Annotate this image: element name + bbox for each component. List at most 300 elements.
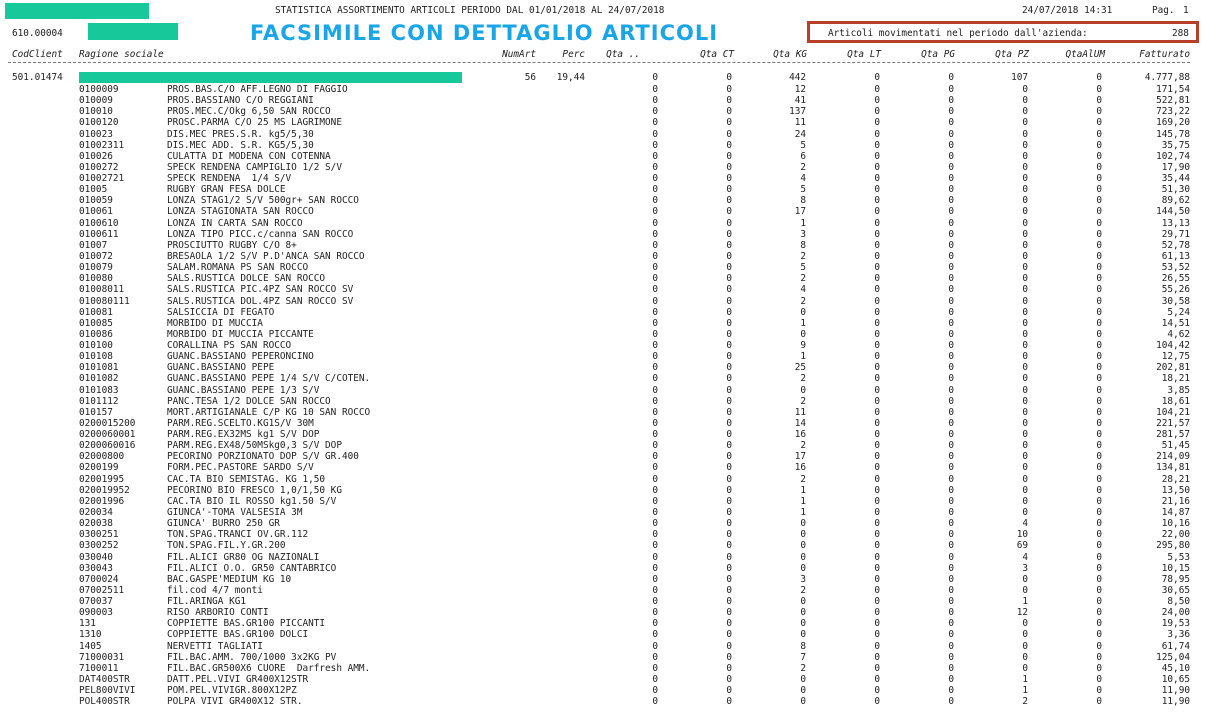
- article-qta-pz: 0: [1022, 239, 1028, 251]
- article-qta-ct: 0: [726, 462, 732, 474]
- article-qta-ct: 0: [726, 239, 732, 251]
- article-qta-kg: 0: [800, 518, 806, 530]
- article-code: 0100120: [79, 117, 119, 129]
- article-fatturato: 11,90: [1161, 685, 1190, 696]
- customer-fatturato: 4.777,88: [1144, 72, 1190, 83]
- article-qta-pg: 0: [948, 239, 954, 251]
- article-fatturato: 14,87: [1161, 506, 1190, 518]
- article-fatturato: 30,65: [1161, 584, 1190, 596]
- moved-articles-box: [807, 21, 1199, 43]
- article-row: [0, 140, 1205, 151]
- article-qta-alum: 0: [1096, 607, 1102, 619]
- article-qta-lt: 0: [874, 685, 880, 696]
- article-qta-alum: 0: [1096, 128, 1102, 140]
- article-qta-alum: 0: [1096, 251, 1102, 262]
- article-qta-kg: 5: [800, 184, 806, 196]
- article-fatturato: 51,45: [1161, 440, 1190, 452]
- article-qta-kg: 0: [800, 540, 806, 552]
- article-qta-lt: 0: [874, 195, 880, 207]
- article-qta-kg: 2: [800, 440, 806, 452]
- article-qta-ct: 0: [726, 596, 732, 607]
- article-fatturato: 104,21: [1156, 406, 1190, 418]
- article-qta-dots: 0: [652, 640, 658, 652]
- article-qta-lt: 0: [874, 629, 880, 641]
- article-qta-dots: 0: [652, 673, 658, 685]
- article-code: 0101082: [79, 373, 119, 385]
- article-qta-dots: 0: [652, 562, 658, 574]
- article-qta-alum: 0: [1096, 518, 1102, 530]
- article-qta-alum: 0: [1096, 651, 1102, 663]
- article-qta-pg: 0: [948, 584, 954, 596]
- col-codclient: CodClient: [12, 49, 63, 60]
- article-fatturato: 104,42: [1156, 340, 1190, 351]
- article-code: 0200060016: [79, 440, 136, 452]
- article-qta-lt: 0: [874, 607, 880, 619]
- article-fatturato: 52,78: [1161, 239, 1190, 251]
- article-qta-kg: 16: [794, 429, 806, 440]
- article-row: [0, 206, 1205, 217]
- article-description: GIUNCA'-TOMA VALSESIA 3M: [167, 506, 303, 518]
- article-qta-dots: 0: [652, 607, 658, 619]
- article-qta-kg: 12: [794, 84, 806, 95]
- article-qta-dots: 0: [652, 451, 658, 463]
- article-qta-lt: 0: [874, 184, 880, 196]
- article-qta-pz: 0: [1022, 195, 1028, 207]
- article-qta-pz: 0: [1022, 273, 1028, 285]
- article-description: FIL.BAC.AMM. 700/1000 3x2KG PV: [167, 651, 337, 663]
- article-fatturato: 28,21: [1161, 473, 1190, 485]
- article-code: 0200060001: [79, 429, 136, 440]
- article-qta-pg: 0: [948, 117, 954, 129]
- article-qta-lt: 0: [874, 429, 880, 440]
- article-description: TON.SPAG.FIL.Y.GR.200: [167, 540, 286, 552]
- facsimile-banner: FACSIMILE CON DETTAGLIO ARTICOLI: [250, 21, 719, 45]
- article-row: [0, 407, 1205, 418]
- article-qta-pz: 0: [1022, 451, 1028, 463]
- article-description: PANC.TESA 1/2 DOLCE SAN ROCCO: [167, 395, 331, 407]
- article-qta-pz: 0: [1022, 651, 1028, 663]
- article-row: [0, 552, 1205, 563]
- article-qta-ct: 0: [726, 317, 732, 329]
- article-qta-kg: 8: [800, 239, 806, 251]
- article-qta-dots: 0: [652, 128, 658, 140]
- article-qta-kg: 41: [794, 95, 806, 107]
- article-qta-pz: 0: [1022, 128, 1028, 140]
- article-qta-kg: 0: [800, 696, 806, 708]
- customer-qta-kg: 442: [789, 72, 806, 83]
- article-qta-ct: 0: [726, 506, 732, 518]
- article-code: 010157: [79, 406, 113, 418]
- article-qta-pg: 0: [948, 95, 954, 107]
- article-qta-dots: 0: [652, 262, 658, 274]
- article-qta-dots: 0: [652, 395, 658, 407]
- article-qta-pz: 0: [1022, 262, 1028, 274]
- article-qta-pz: 0: [1022, 384, 1028, 396]
- article-qta-pz: 0: [1022, 106, 1028, 118]
- article-row: [0, 307, 1205, 318]
- article-qta-pz: 0: [1022, 306, 1028, 318]
- article-row: [0, 95, 1205, 106]
- article-description: SALSICCIA DI FEGATO: [167, 306, 275, 318]
- col-qta-ct: Qta CT: [700, 49, 734, 60]
- article-qta-kg: 11: [794, 406, 806, 418]
- article-description: PROS.BAS.C/O AFF.LEGNO DI FAGGIO: [167, 84, 348, 95]
- col-qta-kg: Qta KG: [773, 49, 807, 60]
- article-fatturato: 19,53: [1161, 618, 1190, 630]
- article-qta-ct: 0: [726, 629, 732, 641]
- article-qta-pg: 0: [948, 173, 954, 184]
- article-qta-kg: 0: [800, 328, 806, 340]
- article-qta-dots: 0: [652, 518, 658, 530]
- article-qta-lt: 0: [874, 106, 880, 118]
- article-description: DIS.MEC ADD. S.R. KG5/5,30: [167, 139, 314, 151]
- article-fatturato: 3,36: [1167, 629, 1190, 641]
- article-qta-alum: 0: [1096, 662, 1102, 674]
- article-qta-lt: 0: [874, 161, 880, 173]
- article-qta-pg: 0: [948, 662, 954, 674]
- article-qta-ct: 0: [726, 640, 732, 652]
- article-qta-dots: 0: [652, 284, 658, 296]
- article-qta-pz: 0: [1022, 506, 1028, 518]
- article-description: PROS.BASSIANO C/O REGGIANI: [167, 95, 314, 107]
- article-row: [0, 340, 1205, 351]
- header-divider: [8, 62, 1190, 63]
- article-qta-dots: 0: [652, 340, 658, 351]
- article-qta-dots: 0: [652, 429, 658, 440]
- article-qta-pg: 0: [948, 440, 954, 452]
- article-qta-dots: 0: [652, 406, 658, 418]
- article-qta-kg: 2: [800, 373, 806, 385]
- article-qta-pz: 0: [1022, 251, 1028, 262]
- article-fatturato: 78,95: [1161, 573, 1190, 585]
- article-qta-ct: 0: [726, 161, 732, 173]
- article-code: 02000800: [79, 451, 125, 463]
- redacted-company-name: [5, 3, 149, 19]
- article-qta-pg: 0: [948, 395, 954, 407]
- article-code: 010059: [79, 195, 113, 207]
- article-qta-pg: 0: [948, 273, 954, 285]
- article-row: [0, 440, 1205, 451]
- redacted-customer-name: [79, 72, 462, 83]
- article-qta-pg: 0: [948, 518, 954, 530]
- article-qta-alum: 0: [1096, 696, 1102, 708]
- article-qta-pz: 0: [1022, 328, 1028, 340]
- article-qta-alum: 0: [1096, 506, 1102, 518]
- article-qta-lt: 0: [874, 573, 880, 585]
- article-row: [0, 329, 1205, 340]
- article-description: BAC.GASPE'MEDIUM KG 10: [167, 573, 292, 585]
- article-description: RISO ARBORIO CONTI: [167, 607, 269, 619]
- article-qta-alum: 0: [1096, 429, 1102, 440]
- article-qta-lt: 0: [874, 584, 880, 596]
- article-fatturato: 11,90: [1161, 696, 1190, 708]
- article-qta-dots: 0: [652, 484, 658, 496]
- article-qta-alum: 0: [1096, 139, 1102, 151]
- article-code: 030040: [79, 551, 113, 563]
- article-qta-pz: 0: [1022, 473, 1028, 485]
- article-description: PROS.MEC.C/Okg 6,50 SAN ROCCO: [167, 106, 331, 118]
- article-qta-lt: 0: [874, 95, 880, 107]
- article-code: 010079: [79, 262, 113, 274]
- article-row: [0, 284, 1205, 295]
- article-fatturato: 214,09: [1156, 451, 1190, 463]
- article-qta-lt: 0: [874, 317, 880, 329]
- article-description: POLPA VIVI GR400X12 STR.: [167, 696, 303, 708]
- article-qta-dots: 0: [652, 351, 658, 363]
- article-qta-alum: 0: [1096, 195, 1102, 207]
- moved-articles-label: Articoli movimentati nel periodo dall'azienda:: [828, 28, 1088, 39]
- article-description: SALS.RUSTICA PIC.4PZ SAN ROCCO SV: [167, 284, 354, 296]
- article-qta-pz: 0: [1022, 462, 1028, 474]
- article-qta-dots: 0: [652, 506, 658, 518]
- article-qta-alum: 0: [1096, 84, 1102, 95]
- article-qta-ct: 0: [726, 406, 732, 418]
- agent-code: 610.00004: [12, 28, 63, 39]
- article-row: [0, 485, 1205, 496]
- article-row: [0, 229, 1205, 240]
- article-qta-lt: 0: [874, 495, 880, 507]
- article-description: DIS.MEC PRES.S.R. kg5/5,30: [167, 128, 314, 140]
- article-qta-pg: 0: [948, 451, 954, 463]
- customer-row: [0, 72, 1205, 83]
- article-qta-ct: 0: [726, 306, 732, 318]
- article-code: 0300251: [79, 529, 119, 541]
- article-qta-dots: 0: [652, 106, 658, 118]
- article-qta-pg: 0: [948, 651, 954, 663]
- article-qta-pg: 0: [948, 217, 954, 229]
- article-qta-ct: 0: [726, 662, 732, 674]
- article-code: 010080111: [79, 295, 130, 307]
- article-qta-lt: 0: [874, 373, 880, 385]
- article-code: 020038: [79, 518, 113, 530]
- article-qta-lt: 0: [874, 340, 880, 351]
- article-qta-alum: 0: [1096, 228, 1102, 240]
- article-description: PARM.REG.EX32MS kg1 S/V DOP: [167, 429, 320, 440]
- article-qta-kg: 4: [800, 173, 806, 184]
- article-qta-lt: 0: [874, 562, 880, 574]
- article-qta-pz: 1: [1022, 596, 1028, 607]
- article-description: SALS.RUSTICA DOL.4PZ SAN ROCCO SV: [167, 295, 354, 307]
- article-qta-alum: 0: [1096, 262, 1102, 274]
- article-qta-lt: 0: [874, 640, 880, 652]
- customer-numart: 56: [524, 72, 536, 83]
- article-qta-dots: 0: [652, 373, 658, 385]
- article-qta-kg: 0: [800, 596, 806, 607]
- article-qta-dots: 0: [652, 662, 658, 674]
- article-code: 131: [79, 618, 96, 630]
- article-qta-lt: 0: [874, 417, 880, 429]
- article-qta-pg: 0: [948, 351, 954, 363]
- article-qta-alum: 0: [1096, 173, 1102, 184]
- article-row: [0, 84, 1205, 95]
- article-qta-alum: 0: [1096, 395, 1102, 407]
- article-code: 01002721: [79, 173, 125, 184]
- article-row: [0, 674, 1205, 685]
- article-qta-lt: 0: [874, 117, 880, 129]
- col-qta-pz: Qta PZ: [995, 49, 1029, 60]
- article-qta-ct: 0: [726, 673, 732, 685]
- article-description: GUANC.BASSIANO PEPE: [167, 362, 275, 374]
- article-qta-dots: 0: [652, 529, 658, 541]
- article-qta-ct: 0: [726, 328, 732, 340]
- article-code: 090003: [79, 607, 113, 619]
- article-qta-pg: 0: [948, 685, 954, 696]
- article-qta-ct: 0: [726, 484, 732, 496]
- article-qta-alum: 0: [1096, 161, 1102, 173]
- article-qta-pz: 0: [1022, 95, 1028, 107]
- article-description: FIL.ALICI GR80 OG NAZIONALI: [167, 551, 320, 563]
- article-qta-pg: 0: [948, 295, 954, 307]
- article-qta-ct: 0: [726, 273, 732, 285]
- article-qta-ct: 0: [726, 128, 732, 140]
- article-fatturato: 18,21: [1161, 373, 1190, 385]
- article-qta-ct: 0: [726, 540, 732, 552]
- article-qta-alum: 0: [1096, 484, 1102, 496]
- article-qta-dots: 0: [652, 629, 658, 641]
- article-code: 010026: [79, 150, 113, 162]
- article-description: BRESAOLA 1/2 S/V P.D'ANCA SAN ROCCO: [167, 251, 365, 262]
- article-qta-lt: 0: [874, 451, 880, 463]
- article-qta-kg: 1: [800, 506, 806, 518]
- article-fatturato: 13,50: [1161, 484, 1190, 496]
- article-qta-lt: 0: [874, 696, 880, 708]
- article-qta-ct: 0: [726, 685, 732, 696]
- article-qta-alum: 0: [1096, 495, 1102, 507]
- customer-qta-pz: 107: [1011, 72, 1028, 83]
- report-datetime: 24/07/2018 14:31: [1022, 5, 1113, 16]
- article-row: [0, 518, 1205, 529]
- article-description: LONZA IN CARTA SAN ROCCO: [167, 217, 303, 229]
- article-qta-kg: 2: [800, 251, 806, 262]
- article-qta-kg: 24: [794, 128, 806, 140]
- article-description: FORM.PEC.PASTORE SARDO S/V: [167, 462, 314, 474]
- article-qta-ct: 0: [726, 473, 732, 485]
- customer-qta-ct: 0: [726, 72, 732, 83]
- article-qta-kg: 2: [800, 473, 806, 485]
- article-description: CULATTA DI MODENA CON COTENNA: [167, 150, 331, 162]
- article-qta-kg: 17: [794, 451, 806, 463]
- article-qta-ct: 0: [726, 362, 732, 374]
- article-code: 0300252: [79, 540, 119, 552]
- article-fatturato: 10,15: [1161, 562, 1190, 574]
- article-row: [0, 362, 1205, 373]
- article-qta-pg: 0: [948, 596, 954, 607]
- article-qta-lt: 0: [874, 328, 880, 340]
- article-qta-pg: 0: [948, 629, 954, 641]
- article-qta-pz: 0: [1022, 640, 1028, 652]
- article-qta-kg: 0: [800, 306, 806, 318]
- article-qta-pz: 0: [1022, 340, 1028, 351]
- article-qta-alum: 0: [1096, 239, 1102, 251]
- article-description: MORT.ARTIGIANALE C/P KG 10 SAN ROCCO: [167, 406, 371, 418]
- article-qta-ct: 0: [726, 651, 732, 663]
- article-fatturato: 18,61: [1161, 395, 1190, 407]
- article-qta-kg: 5: [800, 139, 806, 151]
- article-qta-pg: 0: [948, 607, 954, 619]
- article-qta-dots: 0: [652, 184, 658, 196]
- article-qta-pz: 0: [1022, 161, 1028, 173]
- article-row: [0, 641, 1205, 652]
- article-description: GUANC.BASSIANO PEPE 1/3 S/V: [167, 384, 320, 396]
- article-qta-pg: 0: [948, 562, 954, 574]
- article-qta-dots: 0: [652, 618, 658, 630]
- article-qta-pg: 0: [948, 328, 954, 340]
- article-qta-lt: 0: [874, 262, 880, 274]
- article-qta-ct: 0: [726, 518, 732, 530]
- article-qta-dots: 0: [652, 95, 658, 107]
- article-qta-dots: 0: [652, 239, 658, 251]
- article-qta-lt: 0: [874, 284, 880, 296]
- article-row: [0, 195, 1205, 206]
- article-qta-pg: 0: [948, 184, 954, 196]
- article-qta-kg: 0: [800, 607, 806, 619]
- article-qta-ct: 0: [726, 351, 732, 363]
- article-qta-dots: 0: [652, 440, 658, 452]
- article-code: 0700024: [79, 573, 119, 585]
- article-qta-kg: 2: [800, 662, 806, 674]
- article-qta-dots: 0: [652, 417, 658, 429]
- article-qta-alum: 0: [1096, 150, 1102, 162]
- article-description: PECORINO BIO FRESCO 1,0/1,50 KG: [167, 484, 342, 496]
- col-ragione-sociale: Ragione sociale: [79, 49, 164, 60]
- article-description: DATT.PEL.VIVI GR400X12STR: [167, 673, 309, 685]
- article-qta-lt: 0: [874, 662, 880, 674]
- article-description: MORBIDO DI MUCCIA PICCANTE: [167, 328, 314, 340]
- article-fatturato: 61,74: [1161, 640, 1190, 652]
- article-qta-dots: 0: [652, 473, 658, 485]
- article-code: 010108: [79, 351, 113, 363]
- article-fatturato: 12,75: [1161, 351, 1190, 363]
- col-qta-dots: Qta ..: [606, 49, 640, 60]
- article-row: [0, 540, 1205, 551]
- article-row: [0, 596, 1205, 607]
- article-qta-pz: 0: [1022, 362, 1028, 374]
- article-qta-pz: 2: [1022, 696, 1028, 708]
- article-qta-alum: 0: [1096, 328, 1102, 340]
- article-qta-dots: 0: [652, 573, 658, 585]
- article-code: 0100611: [79, 228, 119, 240]
- article-qta-alum: 0: [1096, 373, 1102, 385]
- article-qta-pg: 0: [948, 139, 954, 151]
- article-code: 1310: [79, 629, 102, 641]
- article-fatturato: 89,62: [1161, 195, 1190, 207]
- article-description: LONZA STAGIONATA SAN ROCCO: [167, 206, 314, 218]
- article-description: FIL.ALICI O.O. GR50 CANTABRICO: [167, 562, 337, 574]
- article-qta-alum: 0: [1096, 573, 1102, 585]
- article-qta-alum: 0: [1096, 117, 1102, 129]
- article-qta-pg: 0: [948, 529, 954, 541]
- article-qta-dots: 0: [652, 551, 658, 563]
- article-qta-kg: 2: [800, 273, 806, 285]
- article-qta-pz: 0: [1022, 173, 1028, 184]
- article-qta-pz: 0: [1022, 117, 1028, 129]
- article-qta-kg: 2: [800, 584, 806, 596]
- article-code: 01005: [79, 184, 108, 196]
- article-qta-kg: 7: [800, 651, 806, 663]
- article-fatturato: 21,16: [1161, 495, 1190, 507]
- article-description: PARM.REG.SCELTO.KG1S/V 30M: [167, 417, 314, 429]
- article-qta-lt: 0: [874, 395, 880, 407]
- article-qta-lt: 0: [874, 139, 880, 151]
- article-qta-dots: 0: [652, 117, 658, 129]
- article-qta-pg: 0: [948, 618, 954, 630]
- article-qta-pg: 0: [948, 128, 954, 140]
- article-row: [0, 296, 1205, 307]
- article-row: [0, 396, 1205, 407]
- article-qta-ct: 0: [726, 139, 732, 151]
- article-qta-pg: 0: [948, 495, 954, 507]
- article-qta-dots: 0: [652, 685, 658, 696]
